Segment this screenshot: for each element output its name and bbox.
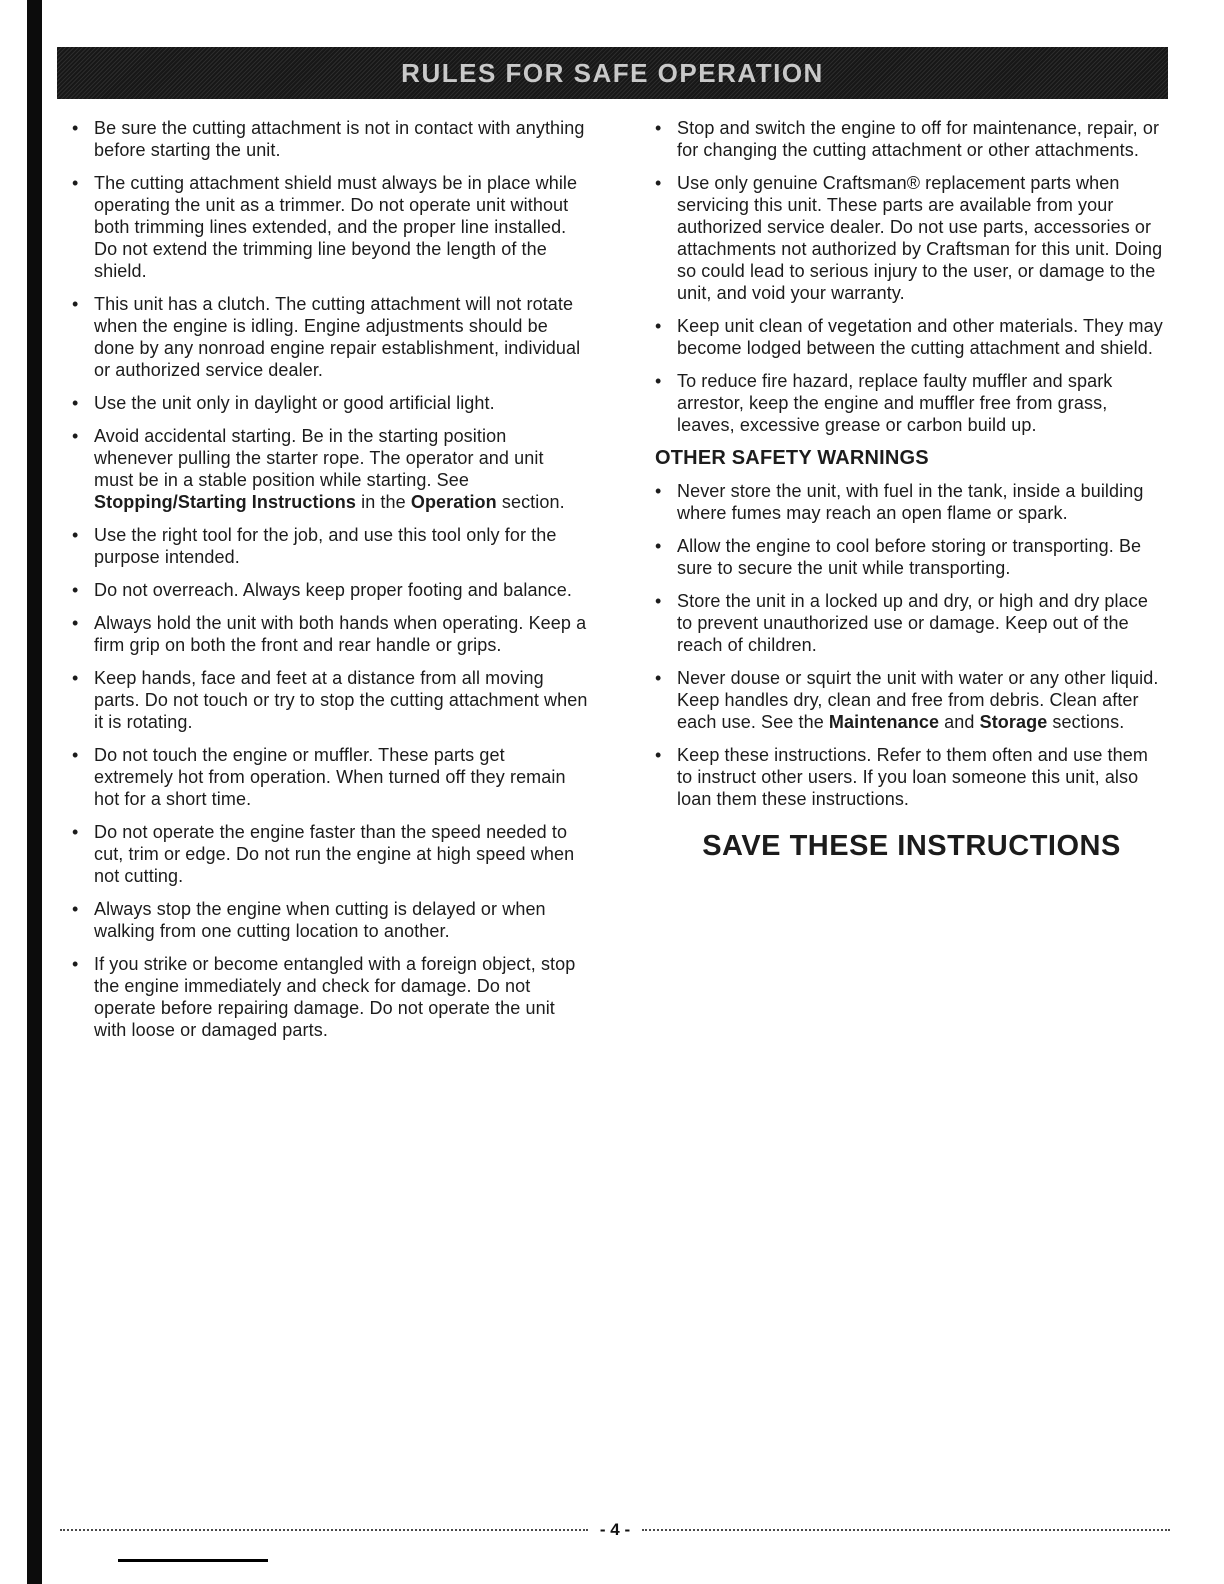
dotted-rule-right	[642, 1529, 1170, 1531]
right-column	[655, 117, 1168, 1052]
dotted-rule-left	[60, 1529, 588, 1531]
save-these-instructions-heading: SAVE THESE INSTRUCTIONS	[702, 830, 1121, 862]
list-item	[655, 480, 1168, 524]
right-bullet-list-safety	[655, 480, 1168, 810]
bullet-text: Use only genuine Craftsman® replacement parts when servicing this unit. These parts are available from your authorized service dealer. Do not use parts, accessories or attachments not authorized by Craftsman for this unit. Doing so could lead to serious injury to the user, or damage to the unit, and void your warranty.	[677, 173, 1163, 303]
bullet-icon: •	[72, 899, 79, 919]
list-item	[655, 315, 1168, 359]
list-item	[72, 667, 588, 733]
bullet-text: Do not touch the engine or muffler. These parts get extremely hot from operation. When turned off they remain hot for a short time.	[94, 745, 566, 809]
bullet-text: Allow the engine to cool before storing or transporting. Be sure to secure the unit while transporting.	[677, 536, 1142, 578]
bullet-text: Use the unit only in daylight or good artificial light.	[94, 393, 495, 413]
list-item	[72, 579, 588, 601]
page-number: - 4 -	[599, 1520, 631, 1539]
list-item	[72, 898, 588, 942]
bullet-icon: •	[72, 954, 79, 974]
bullet-icon: •	[72, 580, 79, 600]
bullet-text: To reduce fire hazard, replace faulty muffler and spark arrestor, keep the engine and muffler free from grass, leaves, excessive grease or carbon build up.	[677, 371, 1113, 435]
bullet-text: Do not operate the engine faster than the speed needed to cut, trim or edge. Do not run the engine at high speed when not cutting.	[94, 822, 575, 886]
bullet-icon: •	[72, 668, 79, 688]
list-item	[655, 370, 1168, 436]
bullet-text: Do not overreach. Always keep proper footing and balance.	[94, 580, 572, 600]
list-item	[655, 590, 1168, 656]
bullet-text: The cutting attachment shield must always be in place while operating the unit as a trimmer. Do not operate unit without both trimming lines extended, and the proper line installed. Do not extend the trimming line beyond the length of the shield.	[94, 173, 578, 281]
bullet-icon: •	[655, 371, 662, 391]
bullet-icon: •	[655, 536, 662, 556]
list-item	[72, 612, 588, 656]
list-item	[72, 172, 588, 282]
bullet-text: Always stop the engine when cutting is delayed or when walking from one cutting location to another.	[94, 899, 546, 941]
bullet-icon: •	[72, 294, 79, 314]
two-column-body	[0, 99, 1224, 1052]
bullet-icon: •	[72, 426, 79, 446]
bullet-text: Stop and switch the engine to off for maintenance, repair, or for changing the cutting attachment or other attachments.	[677, 118, 1160, 160]
list-item	[72, 821, 588, 887]
list-item	[72, 524, 588, 568]
list-item	[72, 117, 588, 161]
bullet-icon: •	[72, 173, 79, 193]
bullet-icon: •	[72, 393, 79, 413]
bullet-icon: •	[72, 745, 79, 765]
list-item	[655, 117, 1168, 161]
bullet-icon: •	[655, 316, 662, 336]
other-safety-warnings-heading: OTHER SAFETY WARNINGS	[655, 447, 929, 469]
left-bullet-list	[72, 117, 588, 1041]
list-item	[72, 425, 588, 513]
bullet-text: This unit has a clutch. The cutting attachment will not rotate when the engine is idling. Engine adjustments should be done by any nonroad engine repair establishment, individual or authorized service dealer.	[94, 294, 581, 380]
bullet-icon: •	[655, 668, 662, 688]
bullet-icon: •	[655, 745, 662, 765]
banner-title: RULES FOR SAFE OPERATION	[401, 57, 824, 88]
bullet-text: Never douse or squirt the unit with water or any other liquid. Keep handles dry, clean and free from debris. Clean after each use. See the Maintenance and Storage sections.	[677, 668, 1159, 732]
list-item	[72, 392, 588, 414]
bullet-icon: •	[655, 481, 662, 501]
list-item	[72, 293, 588, 381]
list-item	[72, 953, 588, 1041]
scan-artifact-left-bar	[27, 0, 42, 1584]
bullet-text: Be sure the cutting attachment is not in contact with anything before starting the unit.	[94, 118, 585, 160]
list-item	[655, 535, 1168, 579]
bullet-text: If you strike or become entangled with a foreign object, stop the engine immediately and check for damage. Do not operate before repairing damage. Do not operate the unit with loose or damaged parts.	[94, 954, 576, 1040]
bullet-icon: •	[72, 822, 79, 842]
bullet-text: Keep these instructions. Refer to them often and use them to instruct other users. If you loan someone this unit, also loan them these instructions.	[677, 745, 1148, 809]
scan-artifact-bottom-mark	[118, 1559, 268, 1562]
bullet-icon: •	[655, 118, 662, 138]
bullet-text: Always hold the unit with both hands when operating. Keep a firm grip on both the front and rear handle or grips.	[94, 613, 587, 655]
right-bullet-list-top	[655, 117, 1168, 436]
list-item	[655, 172, 1168, 304]
bullet-icon: •	[72, 613, 79, 633]
bullet-text: Use the right tool for the job, and use this tool only for the purpose intended.	[94, 525, 557, 567]
bullet-icon: •	[655, 173, 662, 193]
list-item	[655, 744, 1168, 810]
list-item	[655, 667, 1168, 733]
bullet-text: Store the unit in a locked up and dry, or high and dry place to prevent unauthorized use or damage. Keep out of the reach of children.	[677, 591, 1148, 655]
rules-banner	[57, 47, 1168, 99]
bullet-text: Keep unit clean of vegetation and other materials. They may become lodged between the cutting attachment and shield.	[677, 316, 1163, 358]
bullet-icon: •	[72, 525, 79, 545]
bullet-text: Keep hands, face and feet at a distance from all moving parts. Do not touch or try to stop the cutting attachment when it is rotating.	[94, 668, 588, 732]
bullet-text: Never store the unit, with fuel in the tank, inside a building where fumes may reach an open flame or spark.	[677, 481, 1144, 523]
bullet-text: Avoid accidental starting. Be in the starting position whenever pulling the starter rope. The operator and unit must be in a stable position while starting. See Stopping/Starting Instructions in the Operation section.	[94, 426, 565, 512]
list-item	[72, 744, 588, 810]
left-column	[72, 117, 588, 1052]
bullet-icon: •	[72, 118, 79, 138]
page-footer	[60, 1520, 1170, 1540]
bullet-icon: •	[655, 591, 662, 611]
